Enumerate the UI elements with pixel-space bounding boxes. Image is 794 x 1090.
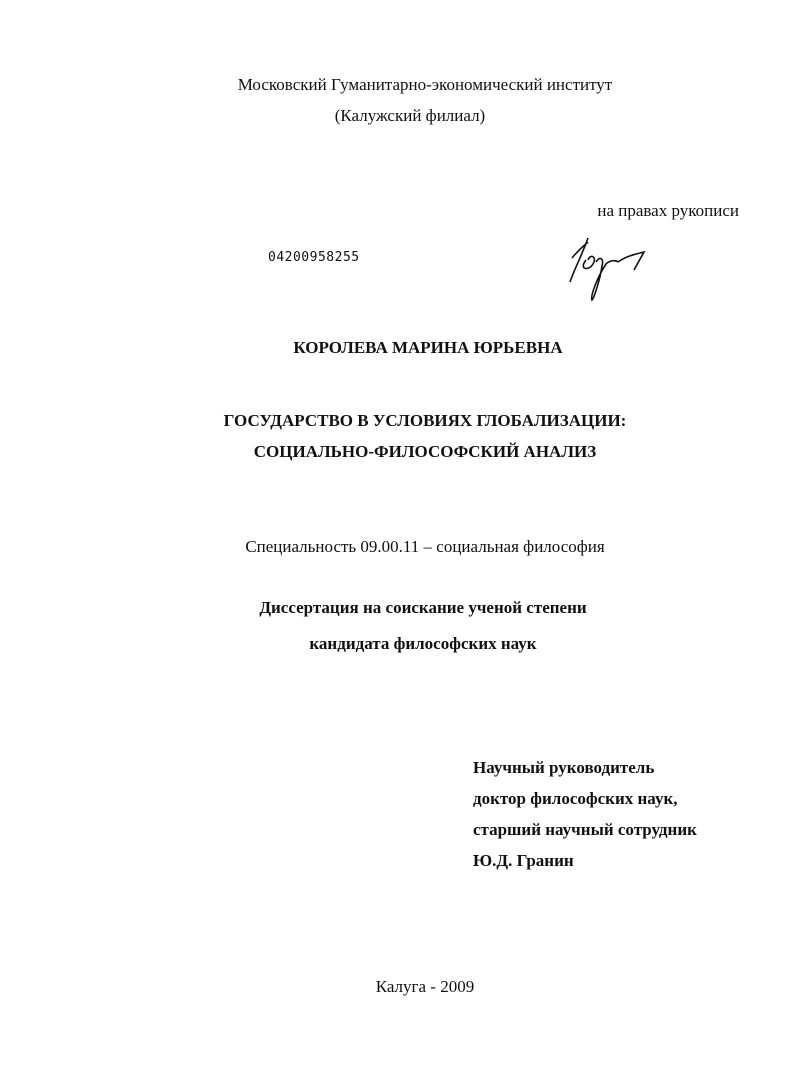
signature-image bbox=[560, 230, 660, 305]
degree-line-2: кандидата философских наук bbox=[309, 634, 537, 653]
advisor-line-1: Научный руководитель bbox=[473, 758, 655, 777]
title-line-2: СОЦИАЛЬНО-ФИЛОСОФСКИЙ АНАЛИЗ bbox=[253, 442, 597, 461]
manuscript-note: на правах рукописи bbox=[597, 201, 739, 220]
author-name: КОРОЛЕВА МАРИНА ЮРЬЕВНА bbox=[293, 338, 563, 357]
title-line-1: ГОСУДАРСТВО В УСЛОВИЯХ ГЛОБАЛИЗАЦИИ: bbox=[223, 411, 627, 430]
degree-line-1: Диссертация на соискание ученой степени bbox=[259, 598, 587, 617]
institution: Московский Гуманитарно-экономический институт bbox=[237, 75, 613, 94]
advisor-line-3: старший научный сотрудник bbox=[473, 820, 697, 839]
specialty: Специальность 09.00.11 – социальная философия bbox=[245, 537, 605, 556]
place-year: Калуга - 2009 bbox=[375, 977, 475, 996]
advisor-name: Ю.Д. Гранин bbox=[473, 851, 574, 870]
branch: (Калужский филиал) bbox=[334, 106, 486, 125]
registration-number: 04200958255 bbox=[268, 250, 360, 265]
advisor-line-2: доктор философских наук, bbox=[473, 789, 678, 808]
